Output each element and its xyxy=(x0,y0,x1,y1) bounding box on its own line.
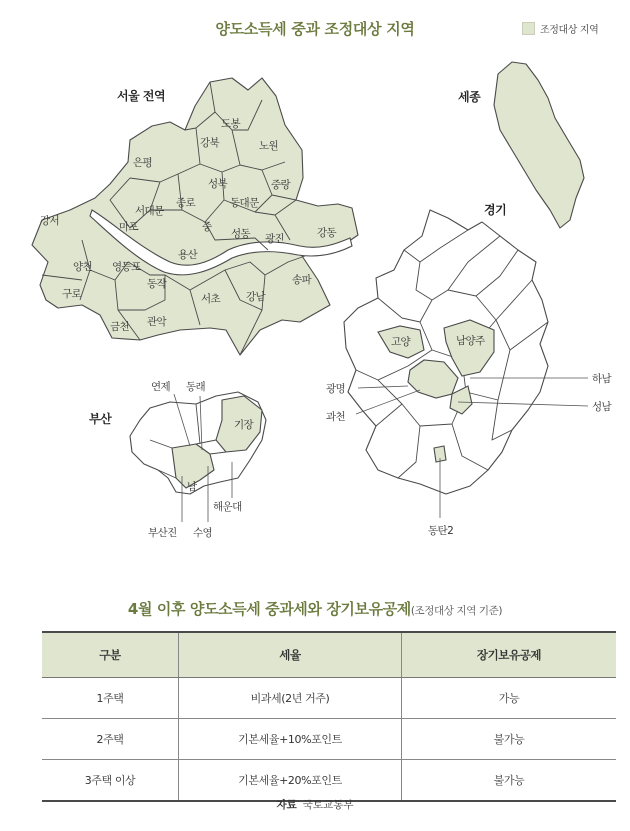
header-deduction: 장기보유공제 xyxy=(402,632,617,678)
label-gijang: 기장 xyxy=(234,419,254,431)
map-title: 양도소득세 중과 조정대상 지역 xyxy=(215,20,415,38)
busan-map xyxy=(130,392,266,494)
table-title xyxy=(0,598,630,619)
district-label: 서대문 xyxy=(135,205,164,217)
cell-category: 2주택 xyxy=(42,719,179,760)
district-label: 관악 xyxy=(147,316,167,328)
label-haeundae: 해운대 xyxy=(213,501,242,513)
label-dongnae: 동래 xyxy=(186,381,206,393)
district-label: 광진 xyxy=(265,233,285,245)
label-gwacheon: 과천 xyxy=(326,411,346,423)
label-yeonje: 연제 xyxy=(151,381,171,393)
table-row xyxy=(42,719,616,760)
district-label: 강남 xyxy=(246,291,266,303)
label-namyangju: 남양주 xyxy=(456,335,485,347)
source-label: 자료 xyxy=(276,799,297,811)
district-label: 도봉 xyxy=(221,118,241,130)
district-label: 종로 xyxy=(176,197,196,209)
district-label: 노원 xyxy=(259,140,279,152)
district-label: 구로 xyxy=(62,288,82,300)
district-label: 강서 xyxy=(40,215,60,227)
label-busanjin: 부산진 xyxy=(148,527,177,539)
label-busan: 부산 xyxy=(89,412,112,426)
district-label: 양천 xyxy=(73,261,93,273)
sejong-shape xyxy=(494,62,584,228)
gyeonggi-outline xyxy=(344,210,548,494)
cell-category: 1주택 xyxy=(42,678,179,719)
district-label: 중랑 xyxy=(271,179,291,191)
district-label: 용산 xyxy=(178,249,198,261)
label-gwangmyeong: 광명 xyxy=(326,383,346,395)
label-seongnam: 성남 xyxy=(592,401,612,413)
cell-tax-rate: 기본세율+20%포인트 xyxy=(179,760,402,802)
district-label: 서초 xyxy=(201,293,221,305)
district-label: 성동 xyxy=(231,228,251,240)
district-label: 금천 xyxy=(110,321,130,333)
seoul-map xyxy=(32,78,358,355)
cell-deduction: 가능 xyxy=(402,678,617,719)
source-note xyxy=(0,797,630,812)
district-label: 마포 xyxy=(119,221,139,233)
table-subtitle: (조정대상 지역 기준) xyxy=(410,605,503,617)
district-label: 은평 xyxy=(133,157,153,169)
district-label: 송파 xyxy=(292,274,312,286)
table-header-row xyxy=(42,632,616,678)
label-suyeong: 수영 xyxy=(193,527,213,539)
district-label: 성북 xyxy=(208,178,228,190)
cell-deduction: 불가능 xyxy=(402,760,617,802)
cell-tax-rate: 기본세율+10%포인트 xyxy=(179,719,402,760)
district-label: 중 xyxy=(202,221,212,233)
tax-table xyxy=(42,631,616,802)
label-hanam: 하남 xyxy=(592,373,612,385)
header-tax-rate: 세율 xyxy=(179,632,402,678)
label-dongtan2: 동탄2 xyxy=(428,525,454,537)
label-goyang: 고양 xyxy=(391,336,411,348)
label-nam: 남 xyxy=(187,481,197,493)
cell-tax-rate: 비과세(2년 거주) xyxy=(179,678,402,719)
table-title-main: 4월 이후 양도소득세 중과세와 장기보유공제 xyxy=(127,600,411,618)
district-label: 동작 xyxy=(147,278,167,290)
label-gyeonggi: 경기 xyxy=(484,203,507,217)
district-label: 영등포 xyxy=(112,261,141,273)
district-label: 강동 xyxy=(317,227,337,239)
cell-category: 3주택 이상 xyxy=(42,760,179,802)
table-row xyxy=(42,678,616,719)
source-value: 국토교통부 xyxy=(302,799,354,811)
label-sejong: 세종 xyxy=(458,90,481,104)
legend-label: 조정대상 지역 xyxy=(540,25,599,36)
gyeonggi-map xyxy=(344,210,548,494)
district-label: 동대문 xyxy=(230,197,259,209)
table-row xyxy=(42,760,616,802)
header-category: 구분 xyxy=(42,632,179,678)
label-seoul: 서울 전역 xyxy=(117,89,166,103)
district-label: 강북 xyxy=(200,137,220,149)
cell-deduction: 불가능 xyxy=(402,719,617,760)
